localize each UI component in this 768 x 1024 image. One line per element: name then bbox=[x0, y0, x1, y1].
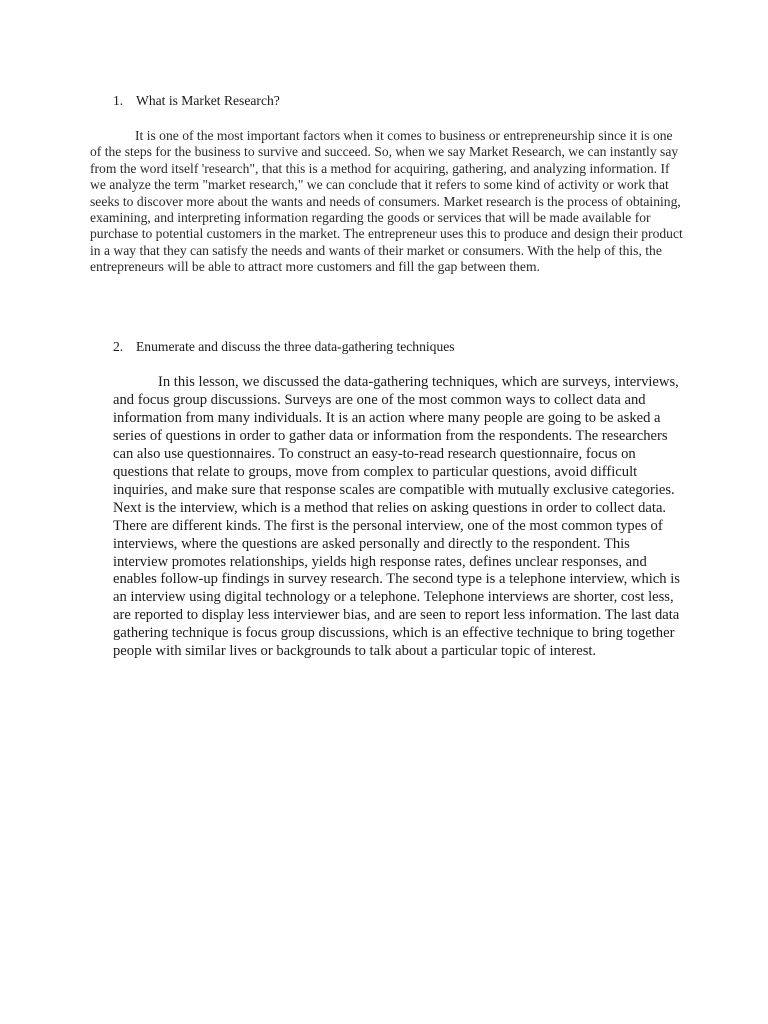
answer-2-paragraph: In this lesson, we discussed the data-gathering techniques, which are surveys, interviews, and focus group discussions. Surveys are one of the most common ways to collect data and information from many individuals. It is an action where many people are going to be asked a series of questions in order to gather data or information from the respondents. The researchers can also use questionnaires. To construct an easy-to-read research questionnaire, focus on questions that relate to groups, move from complex to particular questions, avoid difficult inquiries, and make sure that response scales are compatible with mutually exclusive categories. Next is the interview, which is a method that relies on asking questions in order to collect data. There are different kinds. The first is the personal interview, one of the most common types of interviews, where the questions are asked personally and directly to the respondent. This interview promotes relationships, yields high response rates, defines unclear responses, and enables follow-up findings in survey research. The second type is a telephone interview, which is an interview using digital technology or a telephone. Telephone interviews are shorter, cost less, are reported to display less interviewer bias, and are seen to report less information. The last data gathering technique is focus group discussions, which is an effective technique to bring together people with similar lives or backgrounds to talk about a particular topic of interest. bbox=[113, 374, 680, 660]
question-1-heading bbox=[113, 93, 280, 109]
question-2-number: 2. bbox=[113, 339, 124, 354]
question-2-title: Enumerate and discuss the three data-gathering techniques bbox=[136, 339, 455, 354]
question-1-number: 1. bbox=[113, 93, 124, 108]
answer-1-paragraph: It is one of the most important factors when it comes to business or entrepreneurship since it is one of the steps for the business to survive and succeed. So, when we say Market Research, we can instantly say from the word itself 'research", that this is a method for acquiring, gathering, and analyzing information. If we analyze the term "market research," we can conclude that it refers to some kind of activity or work that seeks to discover more about the wants and needs of consumers. Market research is the process of obtaining, examining, and interpreting information regarding the goods or services that will be made available for purchase to potential customers in the market. The entrepreneur uses this to produce and design their product in a way that they can satisfy the needs and wants of their market or consumers. With the help of this, the entrepreneurs will be able to attract more customers and fill the gap between them. bbox=[90, 128, 683, 275]
question-1-title: What is Market Research? bbox=[136, 93, 280, 108]
question-2-heading bbox=[113, 339, 455, 355]
